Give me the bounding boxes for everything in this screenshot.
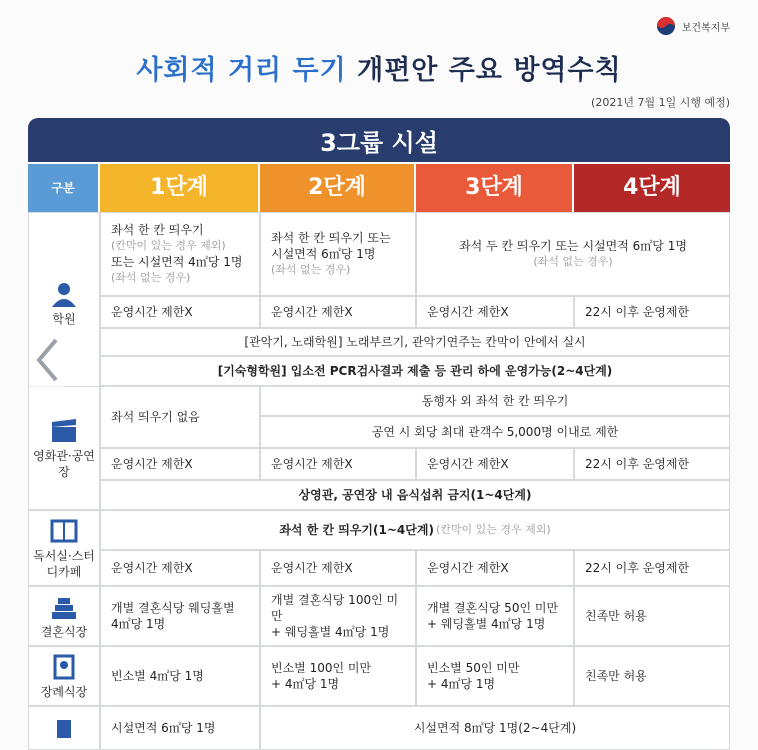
header-level-2: 2단계 xyxy=(260,164,414,212)
academy-hours-lv3: 운영시간 제한X xyxy=(416,296,574,328)
cinema-rule-food: 상영관, 공연장 내 음식섭취 금지(1~4단계) xyxy=(100,480,730,510)
category-funeral-hall xyxy=(28,646,100,706)
wedding-lv2 xyxy=(260,586,416,646)
category-wedding-hall xyxy=(28,586,100,646)
rule-line-2: + 웨딩홀별 4㎡당 1명 xyxy=(427,617,546,631)
academy-hours-lv4: 22시 이후 운영제한 xyxy=(574,296,730,328)
page-title xyxy=(0,48,758,87)
cinema-hours-lv4: 22시 이후 운영제한 xyxy=(574,448,730,480)
title-highlight: 사회적 거리 두기 xyxy=(136,55,347,86)
funeral-lv2 xyxy=(260,646,416,706)
rule-line-1: 개별 결혼식당 100인 미만 xyxy=(271,593,399,623)
category-next xyxy=(28,706,100,750)
header-level-1: 1단계 xyxy=(100,164,258,212)
academy-rule-boarding: [기숙형학원] 입소전 PCR검사결과 제출 등 관리 하에 운영가능(2~4단계) xyxy=(100,356,730,386)
header-level-4: 4단계 xyxy=(574,164,730,212)
cinema-hours-lv2: 운영시간 제한X xyxy=(260,448,416,480)
rule-line-2: + 웨딩홀별 4㎡당 1명 xyxy=(271,625,390,639)
rule-line-2: + 4㎡당 1명 xyxy=(427,677,496,691)
previous-slide-button[interactable] xyxy=(30,332,64,388)
category-label: 영화관·공연장 xyxy=(33,449,95,479)
group-banner: 3그룹 시설 xyxy=(28,118,730,162)
rule-line-2: + 4㎡당 1명 xyxy=(271,677,340,691)
seat-text: 좌석 두 칸 띄우기 또는 시설면적 6㎡당 1명 xyxy=(459,239,687,253)
cinema-hours-lv3: 운영시간 제한X xyxy=(416,448,574,480)
seat-text: 좌석 한 칸 띄우기 xyxy=(111,223,204,237)
ministry-brand xyxy=(656,16,730,36)
seat-note: (좌석 없는 경우) xyxy=(271,263,351,276)
academy-seat-lv1 xyxy=(100,212,260,296)
funeral-lv1: 빈소별 4㎡당 1명 xyxy=(100,646,260,706)
funeral-portrait-icon xyxy=(49,654,79,680)
cinema-hours-lv1: 운영시간 제한X xyxy=(100,448,260,480)
last-row-lv24: 시설면적 8㎡당 1명(2~4단계) xyxy=(260,706,730,750)
book-icon xyxy=(49,518,79,544)
academy-hours-lv2: 운영시간 제한X xyxy=(260,296,416,328)
funeral-lv4: 친족만 허용 xyxy=(574,646,730,706)
academy-hours-lv1: 운영시간 제한X xyxy=(100,296,260,328)
rule-line-1: 개별 결혼식당 웨딩홀별 xyxy=(111,601,235,615)
category-cinema xyxy=(28,386,100,510)
seat-text: 좌석 한 칸 띄우기(1~4단계) xyxy=(279,523,434,537)
header-level-3: 3단계 xyxy=(416,164,572,212)
student-icon xyxy=(49,281,79,307)
category-label: 독서실·스터디카페 xyxy=(33,549,95,579)
category-reading-room xyxy=(28,510,100,586)
seat-note: (칸막이 있는 경우 제외) xyxy=(435,523,551,536)
government-logo-icon xyxy=(656,16,676,36)
category-label: 학원 xyxy=(52,312,76,326)
wedding-lv1 xyxy=(100,586,260,646)
wedding-lv3 xyxy=(416,586,574,646)
seat-text: 좌석 한 칸 띄우기 또는 시설면적 6㎡당 1명 xyxy=(271,231,391,261)
reading-hours-lv3: 운영시간 제한X xyxy=(416,550,574,586)
title-rest: 개편안 주요 방역수칙 xyxy=(357,55,622,86)
rule-line-1: 빈소별 50인 미만 xyxy=(427,661,520,675)
seat-text-2: 또는 시설면적 4㎡당 1명 xyxy=(111,255,243,269)
chevron-left-icon xyxy=(34,336,60,384)
clapperboard-icon xyxy=(49,418,79,444)
academy-rule-music: [관악기, 노래학원] 노래부르기, 관악기연주는 칸막이 안에서 실시 xyxy=(100,328,730,356)
rule-line-2: 4㎡당 1명 xyxy=(111,617,166,631)
category-label: 결혼식장 xyxy=(40,625,88,639)
effective-date-note: (2021년 7월 1일 시행 예정) xyxy=(591,96,730,109)
funeral-lv3 xyxy=(416,646,574,706)
reading-hours-lv1: 운영시간 제한X xyxy=(100,550,260,586)
cinema-seat-lv24-a: 동행자 외 좌석 한 칸 띄우기 xyxy=(260,386,730,416)
academy-seat-lv2 xyxy=(260,212,416,296)
wedding-cake-icon xyxy=(49,594,79,620)
rule-line-1: 개별 결혼식당 50인 미만 xyxy=(427,601,559,615)
seat-note: (칸막이 있는 경우 제외) xyxy=(111,239,226,252)
last-row-lv1: 시설면적 6㎡당 1명 xyxy=(100,706,260,750)
rule-line-1: 빈소별 100인 미만 xyxy=(271,661,372,675)
seat-note-2: (좌석 없는 경우) xyxy=(111,271,191,284)
reading-seat-rule xyxy=(100,510,730,550)
seat-note: (좌석 없는 경우) xyxy=(533,255,613,268)
ministry-name: 보건복지부 xyxy=(681,22,730,34)
reading-hours-lv4: 22시 이후 운영제한 xyxy=(574,550,730,586)
facility-icon xyxy=(49,714,79,740)
academy-seat-lv34 xyxy=(416,212,730,296)
header-category: 구분 xyxy=(28,164,98,212)
cinema-seat-lv24-b: 공연 시 회당 최대 관객수 5,000명 이내로 제한 xyxy=(260,416,730,448)
reading-hours-lv2: 운영시간 제한X xyxy=(260,550,416,586)
cinema-seat-lv1: 좌석 띄우기 없음 xyxy=(100,386,260,448)
category-label: 장례식장 xyxy=(40,685,88,699)
wedding-lv4: 친족만 허용 xyxy=(574,586,730,646)
